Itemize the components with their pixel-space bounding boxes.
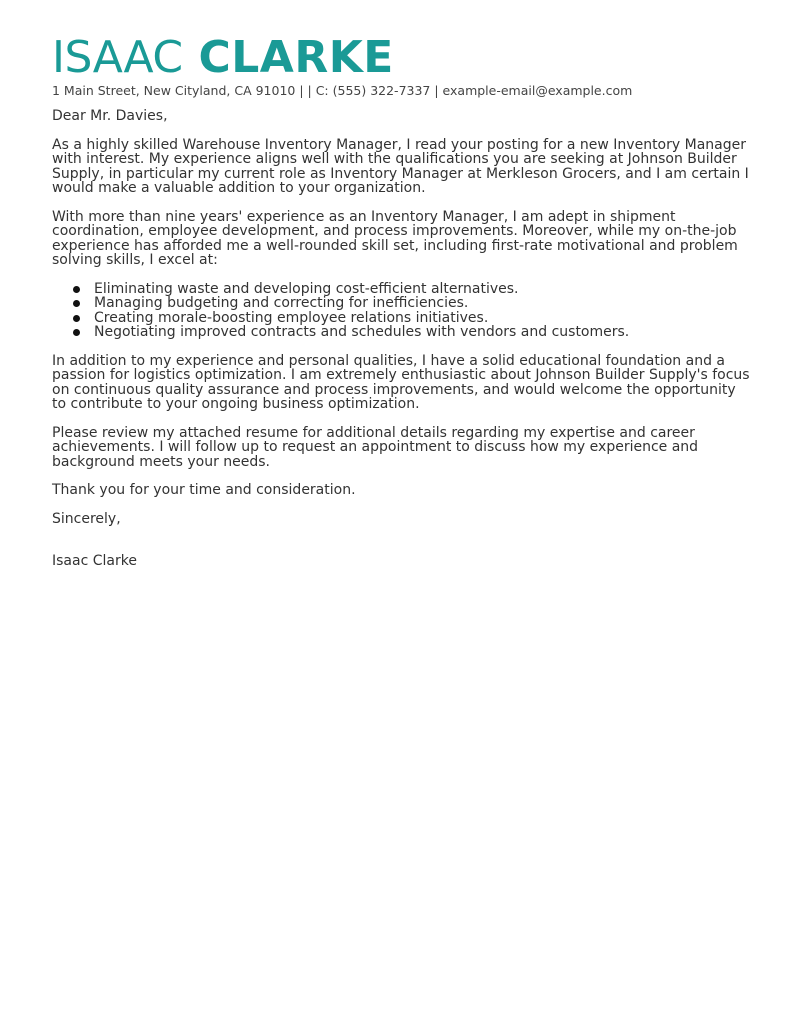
closing: Sincerely, (52, 510, 121, 527)
applicant-name (52, 30, 394, 86)
list-item (52, 311, 752, 326)
list-item (52, 296, 752, 311)
first-name: ISAAC (52, 32, 183, 83)
bullet-icon (73, 286, 80, 293)
thanks-line: Thank you for your time and consideration. (52, 482, 356, 498)
list-item-text: Negotiating improved contracts and schedules with vendors and customers. (94, 324, 630, 340)
last-name: CLARKE (198, 32, 394, 83)
bullet-icon (73, 300, 80, 307)
list-item-text: Creating morale-boosting employee relations initiatives. (94, 309, 489, 326)
letter-body (52, 109, 752, 569)
list-item-text: Managing budgeting and correcting for inefficiencies. (94, 295, 469, 311)
bullet-icon (73, 315, 80, 322)
bullet-icon (73, 329, 80, 336)
contact-line: 1 Main Street, New Cityland, CA 91010 | | C: (555) 322-7337 | example-email@example.com (52, 83, 633, 98)
skills-list (52, 282, 752, 340)
list-item (52, 325, 752, 340)
paragraph-1: As a highly skilled Warehouse Inventory Manager, I read your posting for a new Inventory Manager with interest. My experience aligns well with the qualifications you are seeking at Johnson Builder Supply, in particular my current role as Inventory Manager at Merkleson Grocers, and I am certain I would make a valuable addition to your organization. (52, 136, 749, 196)
paragraph-3: In addition to my experience and personal qualities, I have a solid educational foundation and a passion for logistics optimization. I am extremely enthusiastic about Johnson Builder Supply's focus on continuous quality assurance and process improvements, and would welcome the opportunity to contribute to your ongoing business optimization. (52, 352, 750, 412)
list-item-text: Eliminating waste and developing cost-efficient alternatives. (94, 280, 519, 297)
paragraph-4: Please review my attached resume for additional details regarding my expertise and career achievements. I will follow up to request an appointment to discuss how my experience and background meets your needs. (52, 424, 699, 470)
salutation: Dear Mr. Davies, (52, 108, 168, 124)
paragraph-2: With more than nine years' experience as an Inventory Manager, I am adept in shipment coordination, employee development, and process improvements. Moreover, while my on-the-job experience has afforded me a well-rounded skill set, including first-rate motivational and problem solving skills, I excel at: (52, 208, 738, 268)
signature: Isaac Clarke (52, 553, 137, 569)
list-item (52, 282, 752, 297)
